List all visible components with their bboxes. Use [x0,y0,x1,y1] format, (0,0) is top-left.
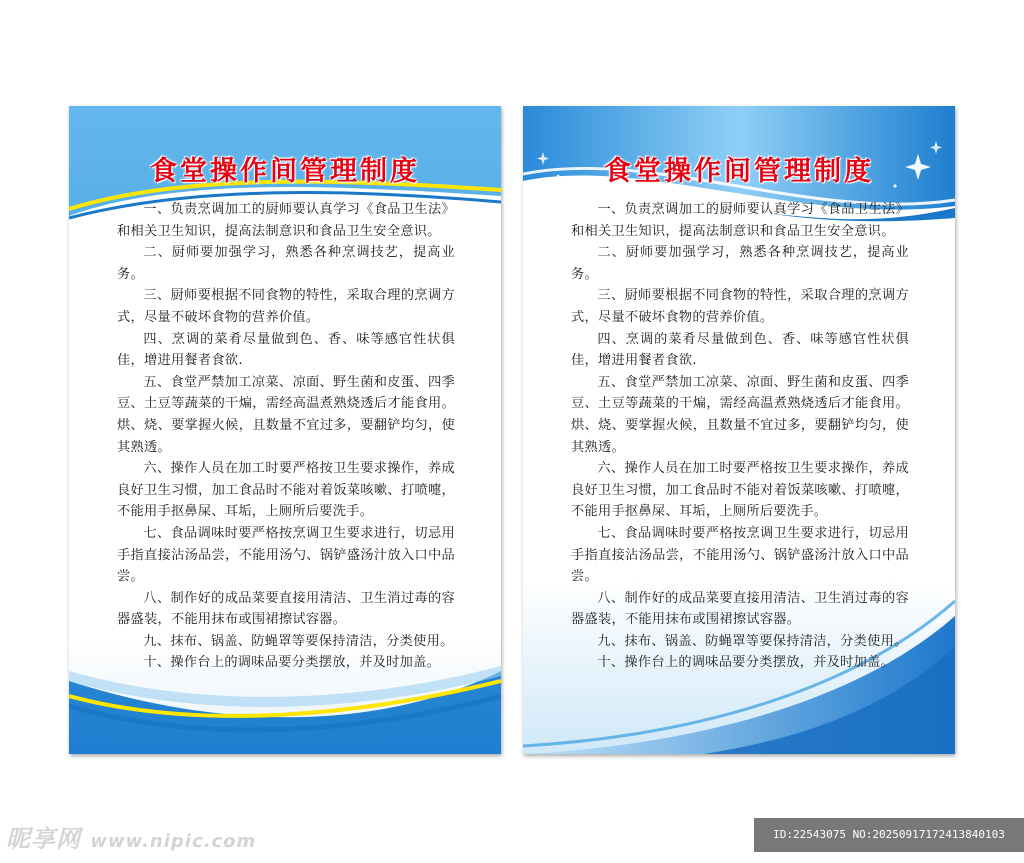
rule-item: 二、厨师要加强学习，熟悉各种烹调技艺，提高业务。 [571,245,909,282]
rules-list [117,199,455,674]
poster-right [523,106,955,754]
rule-item: 八、制作好的成品菜要直接用清洁、卫生消过毒的容器盛装，不能用抹布或围裙擦试容器。 [571,590,909,628]
rule-item: 八、制作好的成品菜要直接用清洁、卫生消过毒的容器盛装，不能用抹布或围裙擦试容器。 [117,590,455,628]
rule-item: 十、操作台上的调味品要分类摆放，并及时加盖。 [143,655,441,671]
rule-item: 六、操作人员在加工时要严格按卫生要求操作，养成良好卫生习惯，加工食品时不能对着饭菜咳嗽、打喷嚏，不能用手抠鼻屎、耳垢，上厕所后要洗手。 [117,461,455,520]
rule-item: 七、食品调味时要严格按烹调卫生要求进行，切忌用手指直接沾汤品尝，不能用汤勺、锅铲盛汤汁放入口中品尝。 [117,525,455,585]
rule-item: 九、抹布、锅盖、防蝇罩等要保持清洁，分类使用。 [597,633,908,649]
rule-item: 十、操作台上的调味品要分类摆放，并及时加盖。 [597,655,895,671]
rule-item: 二、厨师要加强学习，熟悉各种烹调技艺，提高业务。 [117,245,455,282]
watermark-brand: 昵享网 [6,825,81,853]
rule-item: 一、负责烹调加工的厨师要认真学习《食品卫生法》和相关卫生知识，提高法制意识和食品卫生安全意识。 [571,202,909,239]
rule-item: 一、负责烹调加工的厨师要认真学习《食品卫生法》和相关卫生知识，提高法制意识和食品卫生安全意识。 [117,202,455,239]
poster-title: 食堂操作间管理制度 [150,156,420,187]
rule-item: 五、食堂严禁加工凉菜、凉面、野生菌和皮蛋、四季豆、土豆等蔬菜的干煸，需经高温煮熟烧透后才能食用。烘、烧、要掌握火候，且数量不宜过多，要翻铲均匀，使其熟透。 [571,374,909,455]
image-id-label: ID:22543075 NO:20250917172413840103 [754,818,1024,852]
poster-title: 食堂操作间管理制度 [604,156,874,187]
rule-item: 七、食品调味时要严格按烹调卫生要求进行，切忌用手指直接沾汤品尝，不能用汤勺、锅铲盛汤汁放入口中品尝。 [571,525,909,585]
watermark-site: www.nipic.com [90,831,257,852]
poster-left [69,106,501,754]
rules-list [571,199,909,674]
rule-item: 三、厨师要根据不同食物的特性，采取合理的烹调方式，尽量不破坏食物的营养价值。 [571,288,909,325]
rule-item: 五、食堂严禁加工凉菜、凉面、野生菌和皮蛋、四季豆、土豆等蔬菜的干煸，需经高温煮熟烧透后才能食用。烘、烧、要掌握火候，且数量不宜过多，要翻铲均匀，使其熟透。 [117,374,455,455]
rule-item: 三、厨师要根据不同食物的特性，采取合理的烹调方式，尽量不破坏食物的营养价值。 [117,288,455,325]
rule-item: 四、烹调的菜肴尽量做到色、香、味等感官性状俱佳，增进用餐者食欲. [571,331,909,369]
rule-item: 四、烹调的菜肴尽量做到色、香、味等感官性状俱佳，增进用餐者食欲. [117,331,455,369]
rule-item: 九、抹布、锅盖、防蝇罩等要保持清洁，分类使用。 [143,633,454,649]
watermark [6,819,256,854]
rule-item: 六、操作人员在加工时要严格按卫生要求操作，养成良好卫生习惯，加工食品时不能对着饭菜咳嗽、打喷嚏，不能用手抠鼻屎、耳垢，上厕所后要洗手。 [571,461,909,520]
